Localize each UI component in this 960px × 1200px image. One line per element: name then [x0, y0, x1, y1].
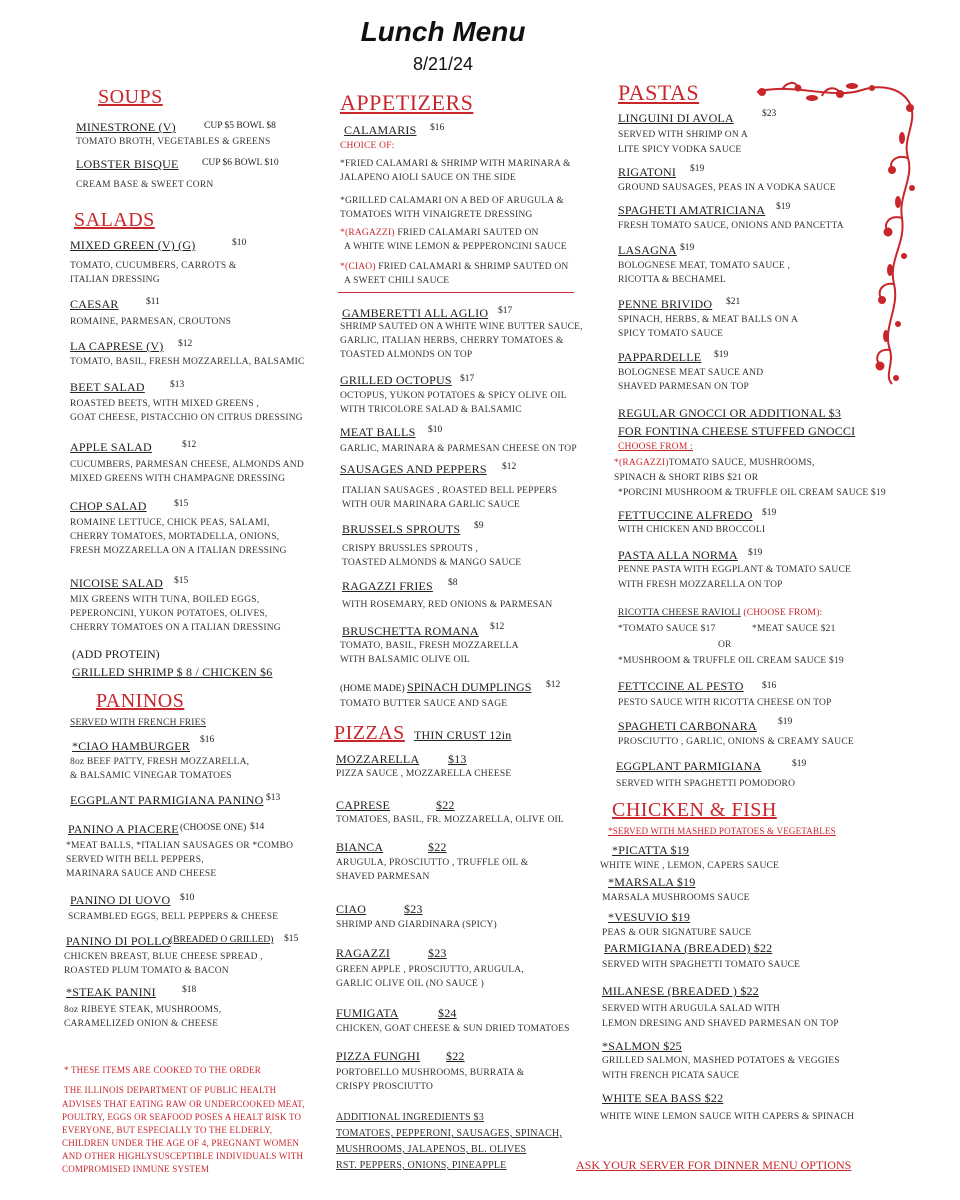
- milanese-name: MILANESE (BREADED ) $22: [602, 984, 759, 998]
- lasagna-price: $19: [680, 243, 695, 253]
- minestrone-desc: TOMATO BROTH, VEGETABLES & GREENS: [76, 137, 271, 147]
- nicoise-d2: PEPERONCINI, YUKON POTATOES, OLIVES,: [70, 609, 268, 619]
- calamaris-price: $16: [430, 123, 445, 133]
- amatriciana-name: SPAGHETI AMATRICIANA: [618, 203, 766, 217]
- hamburger-name: *CIAO HAMBURGER: [72, 739, 191, 753]
- alfredo-d1: WITH CHICKEN AND BROCCOLI: [618, 525, 766, 535]
- uovo-price: $10: [180, 893, 195, 903]
- octopus-d1: OCTOPUS, YUKON POTATOES & SPICY OLIVE OIL: [340, 391, 567, 401]
- fumigata-price: $24: [438, 1006, 457, 1020]
- apple-d1: CUCUMBERS, PARMESAN CHEESE, ALMONDS AND: [70, 460, 304, 470]
- add-protein-label: (ADD PROTEIN): [72, 647, 160, 661]
- pollo-d2: ROASTED PLUM TOMATO & BACON: [64, 966, 229, 976]
- calamaris-choice: CHOICE OF:: [340, 141, 395, 151]
- linguini-d1: SERVED WITH SHRIMP ON A: [618, 130, 748, 140]
- calamaris-opt1b: JALAPENO AIOLI SAUCE ON THE SIDE: [340, 173, 516, 183]
- pizzas-heading: PIZZAS: [334, 722, 405, 744]
- paninos-served: SERVED WITH FRENCH FRIES: [70, 718, 207, 728]
- pollo-price: $15: [284, 934, 299, 944]
- ciao-pizza-name: CIAO: [336, 902, 367, 916]
- milanese-d2: LEMON DRESING AND SHAVED PARMESAN ON TOP: [602, 1019, 839, 1029]
- pesto-d1: PESTO SAUCE WITH RICOTTA CHEESE ON TOP: [618, 698, 832, 708]
- additional-list-2: MUSHROOMS, JALAPENOS, BL. OLIVES: [336, 1144, 527, 1155]
- dumplings-price: $12: [546, 680, 561, 690]
- health-notice-5: CHILDREN UNDER THE AGE OF 4, PREGNANT WOMEN: [62, 1138, 300, 1148]
- additional-ingredients: ADDITIONAL INGREDIENTS $3: [336, 1112, 484, 1123]
- pesto-name: FETTCCINE AL PESTO: [618, 679, 744, 693]
- appetizers-divider: [338, 292, 574, 293]
- brussels-d1: CRISPY BRUSSLES SPROUTS ,: [342, 544, 479, 554]
- funghi-d2: CRISPY PROSCIUTTO: [336, 1082, 434, 1092]
- ravioli-meat: *MEAT SAUCE $21: [752, 624, 836, 634]
- menu-date: 8/21/24: [412, 54, 474, 74]
- floral-vine-icon: [752, 78, 922, 388]
- norma-d1: PENNE PASTA WITH EGGPLANT & TOMATO SAUCE: [618, 565, 851, 575]
- eggplant-panino-price: $13: [266, 793, 281, 803]
- caprese-salad-name: LA CAPRESE (V): [70, 339, 164, 353]
- piacere-price: $14: [250, 822, 265, 832]
- amatriciana-price: $19: [776, 202, 791, 212]
- gamberetti-d2: GARLIC, ITALIAN HERBS, CHERRY TOMATOES &: [340, 336, 564, 346]
- calamaris-opt4a: FRIED CALAMARI & SHRIMP SAUTED ON: [375, 262, 569, 272]
- marsala-name: *MARSALA $19: [608, 875, 696, 889]
- apple-name: APPLE SALAD: [70, 440, 152, 454]
- sausages-d2: WITH OUR MARINARA GARLIC SAUCE: [342, 500, 521, 510]
- brussels-name: BRUSSELS SPROUTS: [342, 522, 461, 536]
- seabass-d1: WHITE WINE LEMON SAUCE WITH CAPERS & SPINACH: [600, 1112, 855, 1122]
- piacere-d2: SERVED WITH BELL PEPPERS,: [66, 855, 204, 865]
- penne-d1: SPINACH, HERBS, & MEAT BALLS ON A: [618, 315, 799, 325]
- mixed-d1: TOMATO, CUCUMBERS, CARROTS &: [70, 261, 237, 271]
- ciao-pizza-d1: SHRIMP AND GIARDINARA (SPICY): [336, 920, 497, 930]
- hamburger-price: $16: [200, 735, 215, 745]
- eggplant-pasta-price: $19: [792, 759, 807, 769]
- caprese-pizza-price: $22: [436, 798, 455, 812]
- piacere-option: (CHOOSE ONE): [180, 823, 247, 833]
- calamaris-opt1a: *FRIED CALAMARI & SHRIMP WITH MARINARA &: [340, 159, 571, 169]
- penne-name: PENNE BRIVIDO: [618, 297, 713, 311]
- pesto-price: $16: [762, 681, 777, 691]
- salmon-d2: WITH FRENCH PICATA SAUCE: [602, 1071, 740, 1081]
- cooked-to-order-note: * THESE ITEMS ARE COOKED TO THE ORDER: [64, 1065, 261, 1075]
- calamaris-opt3a: FRIED CALAMARI SAUTED ON: [394, 228, 539, 238]
- meatballs-d1: GARLIC, MARINARA & PARMESAN CHEESE ON TOP: [340, 444, 577, 454]
- ragazzi-pizza-name: RAGAZZI: [336, 946, 391, 960]
- piacere-d1: *MEAT BALLS, *ITALIAN SAUSAGES OR *COMBO: [66, 841, 294, 851]
- health-notice-6: AND OTHER HIGHLYSUSCEPTIBLE INDIVIDUALS WITH: [62, 1151, 304, 1161]
- bianca-name: BIANCA: [336, 840, 384, 854]
- bianca-d1: ARUGULA, PROSCIUTTO , TRUFFLE OIL &: [336, 858, 529, 868]
- octopus-d2: WITH TRICOLORE SALAD & BALSAMIC: [340, 405, 522, 415]
- calamaris-opt2a: *GRILLED CALAMARI ON A BED OF ARUGULA &: [340, 196, 564, 206]
- alfredo-name: FETTUCCINE ALFREDO: [618, 508, 753, 522]
- ciao-tag: *(CIAO): [340, 262, 376, 272]
- health-notice-2: ADVISES THAT EATING RAW OR UNDERCOOKED MEAT,: [62, 1099, 305, 1109]
- chop-price: $15: [174, 499, 189, 509]
- chop-d2: CHERRY TOMATOES, MORTADELLA, ONIONS,: [70, 532, 280, 542]
- bruschetta-d1: TOMATO, BASIL, FRESH MOZZARELLA: [340, 641, 519, 651]
- octopus-price: $17: [460, 374, 475, 384]
- bruschetta-name: BRUSCHETTA ROMANA: [342, 624, 479, 638]
- caesar-name: CAESAR: [70, 297, 119, 311]
- soups-heading: SOUPS: [98, 86, 163, 108]
- pappardelle-d1: BOLOGNESE MEAT SAUCE AND: [618, 368, 764, 378]
- picatta-name: *PICATTA $19: [612, 843, 690, 857]
- chop-name: CHOP SALAD: [70, 499, 147, 513]
- eggplant-pasta-name: EGGPLANT PARMIGIANA: [616, 759, 762, 773]
- mozzarella-d1: PIZZA SAUCE , MOZZARELLA CHEESE: [336, 769, 512, 779]
- bisque-name: LOBSTER BISQUE: [76, 157, 179, 171]
- alfredo-price: $19: [762, 508, 777, 518]
- bruschetta-price: $12: [490, 622, 505, 632]
- menu-title: Lunch Menu: [360, 16, 526, 47]
- ravioli-name: RICOTTA CHEESE RAVIOLI: [618, 608, 741, 618]
- penne-d2: SPICY TOMATO SAUCE: [618, 329, 724, 339]
- gnocci-opt1: TOMATO SAUCE, MUSHROOMS,: [668, 458, 815, 468]
- gnocci-choose: CHOOSE FROM :: [618, 442, 693, 452]
- lasagna-name: LASAGNA: [618, 243, 677, 257]
- linguini-name: LINGUINI DI AVOLA: [618, 111, 734, 125]
- lasagna-d2: RICOTTA & BECHAMEL: [618, 275, 726, 285]
- gamberetti-d1: SHRIMP SAUTED ON A WHITE WINE BUTTER SAUCE,: [340, 322, 583, 332]
- caesar-price: $11: [146, 297, 160, 307]
- penne-price: $21: [726, 297, 741, 307]
- vesuvio-d1: PEAS & OUR SIGNATURE SAUCE: [602, 928, 752, 938]
- calamaris-opt4b: A SWEET CHILI SAUCE: [344, 276, 450, 286]
- carbonara-name: SPAGHETI CARBONARA: [618, 719, 757, 733]
- ragazzi-tag: *(RAGAZZI): [340, 228, 395, 238]
- gamberetti-name: GAMBERETTI ALL AGLIO: [342, 306, 489, 320]
- nicoise-price: $15: [174, 576, 189, 586]
- steak-name: *STEAK PANINI: [66, 985, 156, 999]
- chop-d1: ROMAINE LETTUCE, CHICK PEAS, SALAMI,: [70, 518, 270, 528]
- carbonara-d1: PROSCIUTTO , GARLIC, ONIONS & CREAMY SAUCE: [618, 737, 854, 747]
- caprese-salad-d1: TOMATO, BASIL, FRESH MOZZARELLA, BALSAMIC: [70, 357, 305, 367]
- gamberetti-d3: TOASTED ALMONDS ON TOP: [340, 350, 473, 360]
- eggplant-pasta-d1: SERVED WITH SPAGHETTI POMODORO: [616, 779, 796, 789]
- bisque-desc: CREAM BASE & SWEET CORN: [76, 180, 214, 190]
- nicoise-name: NICOISE SALAD: [70, 576, 163, 590]
- picatta-d1: WHITE WINE , LEMON, CAPERS SAUCE: [600, 861, 780, 871]
- gnocci-line1: REGULAR GNOCCI OR ADDITIONAL $3: [618, 406, 842, 420]
- pappardelle-d2: SHAVED PARMESAN ON TOP: [618, 382, 750, 392]
- pollo-name: PANINO DI POLLO: [66, 934, 171, 948]
- paninos-heading: PANINOS: [96, 690, 185, 712]
- fries-name: RAGAZZI FRIES: [342, 579, 433, 593]
- pollo-option: (BREADED O GRILLED): [170, 935, 274, 945]
- chicken-served: *SERVED WITH MASHED POTATOES & VEGETABLES: [608, 826, 836, 836]
- amatriciana-d1: FRESH TOMATO SAUCE, ONIONS AND PANCETTA: [618, 221, 844, 231]
- calamaris-opt2b: TOMATOES WITH VINAIGRETE DRESSING: [340, 210, 533, 220]
- ravioli-tomato: *TOMATO SAUCE $17: [618, 624, 716, 634]
- ravioli-choose: (CHOOSE FROM):: [740, 608, 823, 618]
- bruschetta-d2: WITH BALSAMIC OLIVE OIL: [340, 655, 470, 665]
- mixed-name: MIXED GREEN (V) (G): [70, 238, 196, 252]
- milanese-d1: SERVED WITH ARUGULA SALAD WITH: [602, 1004, 780, 1014]
- steak-price: $18: [182, 985, 197, 995]
- ciao-pizza-price: $23: [404, 902, 423, 916]
- salads-heading: SALADS: [74, 209, 155, 231]
- brussels-price: $9: [474, 521, 484, 531]
- health-notice-3: POULTRY, EGGS OR SEAFOOD POSES A HEALT RISK TO: [62, 1112, 302, 1122]
- chicken-fish-heading: CHICKEN & FISH: [612, 799, 777, 821]
- mozzarella-price: $13: [448, 752, 467, 766]
- seabass-name: WHITE SEA BASS $22: [602, 1091, 724, 1105]
- bianca-d2: SHAVED PARMESAN: [336, 872, 430, 882]
- piacere-d3: MARINARA SAUCE AND CHEESE: [66, 869, 217, 879]
- parmigiana-name: PARMIGIANA (BREADED) $22: [604, 941, 773, 955]
- apple-price: $12: [182, 440, 197, 450]
- octopus-name: GRILLED OCTOPUS: [340, 373, 452, 387]
- sausages-name: SAUSAGES AND PEPPERS: [340, 462, 487, 476]
- eggplant-panino-name: EGGPLANT PARMIGIANA PANINO: [70, 793, 264, 807]
- ragazzi-pizza-d1: GREEN APPLE , PROSCIUTTO, ARUGULA,: [336, 965, 524, 975]
- pappardelle-name: PAPPARDELLE: [618, 350, 702, 364]
- linguini-d2: LITE SPICY VODKA SAUCE: [618, 145, 742, 155]
- caprese-pizza-d1: TOMATOES, BASIL, FR. MOZZARELLA, OLIVE OIL: [336, 815, 564, 825]
- dumplings-prefix: (HOME MADE): [340, 684, 408, 694]
- beet-d2: GOAT CHEESE, PISTACCHIO ON CITRUS DRESSING: [70, 413, 303, 423]
- carbonara-price: $19: [778, 717, 793, 727]
- funghi-price: $22: [446, 1049, 465, 1063]
- gnocci-opt3: *PORCINI MUSHROOM & TRUFFLE OIL CREAM SAUCE $19: [618, 488, 886, 498]
- sausages-price: $12: [502, 462, 517, 472]
- beet-name: BEET SALAD: [70, 380, 145, 394]
- rigatoni-d1: GROUND SAUSAGES, PEAS IN A VODKA SAUCE: [618, 183, 836, 193]
- dinner-menu-note: ASK YOUR SERVER FOR DINNER MENU OPTIONS: [576, 1158, 852, 1172]
- fumigata-d1: CHICKEN, GOAT CHEESE & SUN DRIED TOMATOES: [336, 1024, 570, 1034]
- fries-price: $8: [448, 578, 458, 588]
- dumplings-name: SPINACH DUMPLINGS: [407, 680, 532, 694]
- mixed-d2: ITALIAN DRESSING: [70, 275, 160, 285]
- gnocci-line2: FOR FONTINA CHEESE STUFFED GNOCCI: [618, 424, 856, 438]
- ravioli-or: OR: [718, 640, 732, 650]
- bisque-price: CUP $6 BOWL $10: [202, 158, 279, 168]
- fumigata-name: FUMIGATA: [336, 1006, 399, 1020]
- marsala-d1: MARSALA MUSHROOMS SAUCE: [602, 893, 750, 903]
- piacere-name: PANINO A PIACERE: [68, 822, 179, 836]
- minestrone-name: MINESTRONE (V): [76, 120, 176, 134]
- pizzas-crust: THIN CRUST 12in: [414, 728, 512, 742]
- nicoise-d1: MIX GREENS WITH TUNA, BOILED EGGS,: [70, 595, 260, 605]
- minestrone-price: CUP $5 BOWL $8: [204, 121, 276, 131]
- meatballs-price: $10: [428, 425, 443, 435]
- add-protein-options: GRILLED SHRIMP $ 8 / CHICKEN $6: [72, 665, 273, 679]
- sausages-d1: ITALIAN SAUSAGES , ROASTED BELL PEPPERS: [342, 486, 558, 496]
- ragazzi-pizza-price: $23: [428, 946, 447, 960]
- mixed-price: $10: [232, 238, 247, 248]
- mozzarella-name: MOZZARELLA: [336, 752, 420, 766]
- pappardelle-price: $19: [714, 350, 729, 360]
- health-notice-7: COMPROMISED INMUNE SYSTEM: [62, 1164, 210, 1174]
- bianca-price: $22: [428, 840, 447, 854]
- dumplings-d1: TOMATO BUTTER SAUCE AND SAGE: [340, 699, 508, 709]
- appetizers-heading: APPETIZERS: [340, 90, 474, 115]
- ragazzi-pizza-d2: GARLIC OLIVE OIL (NO SAUCE ): [336, 979, 484, 989]
- rigatoni-name: RIGATONI: [618, 165, 677, 179]
- ravioli-mushroom: *MUSHROOM & TRUFFLE OIL CREAM SAUCE $19: [618, 656, 844, 666]
- caesar-d1: ROMAINE, PARMESAN, CROUTONS: [70, 317, 232, 327]
- fries-d1: WITH ROSEMARY, RED ONIONS & PARMESAN: [342, 600, 553, 610]
- funghi-d1: PORTOBELLO MUSHROOMS, BURRATA &: [336, 1068, 525, 1078]
- salmon-name: *SALMON $25: [602, 1039, 682, 1053]
- beet-price: $13: [170, 380, 185, 390]
- beet-d1: ROASTED BEETS, WITH MIXED GREENS ,: [70, 399, 259, 409]
- norma-price: $19: [748, 548, 763, 558]
- chop-d3: FRESH MOZZARELLA ON A ITALIAN DRESSING: [70, 546, 287, 556]
- uovo-d1: SCRAMBLED EGGS, BELL PEPPERS & CHEESE: [68, 912, 279, 922]
- nicoise-d3: CHERRY TOMATOES ON A ITALIAN DRESSING: [70, 623, 281, 633]
- caprese-pizza-name: CAPRESE: [336, 798, 391, 812]
- rigatoni-price: $19: [690, 164, 705, 174]
- funghi-name: PIZZA FUNGHI: [336, 1049, 421, 1063]
- gnocci-ragazzi-tag: *(RAGAZZI): [614, 458, 669, 468]
- additional-list-3: RST. PEPPERS, ONIONS, PINEAPPLE: [336, 1160, 507, 1171]
- vesuvio-name: *VESUVIO $19: [608, 910, 691, 924]
- steak-d1: 8oz RIBEYE STEAK, MUSHROOMS,: [64, 1005, 222, 1015]
- hamburger-d1: 8oz BEEF PATTY, FRESH MOZZARELLA,: [70, 757, 250, 767]
- calamaris-opt3b: A WHITE WINE LEMON & PEPPERONCINI SAUCE: [344, 242, 567, 252]
- calamaris-name: CALAMARIS: [344, 123, 417, 137]
- lasagna-d1: BOLOGNESE MEAT, TOMATO SAUCE ,: [618, 261, 791, 271]
- pollo-d1: CHICKEN BREAST, BLUE CHEESE SPREAD ,: [64, 952, 263, 962]
- apple-d2: MIXED GREENS WITH CHAMPAGNE DRESSING: [70, 474, 286, 484]
- uovo-name: PANINO DI UOVO: [70, 893, 171, 907]
- additional-list-1: TOMATOES, PEPPERONI, SAUSAGES, SPINACH,: [336, 1128, 563, 1139]
- health-notice-4: EVERYONE, BUT ESPECIALLY TO THE ELDERLY,: [62, 1125, 273, 1135]
- linguini-price: $23: [762, 109, 777, 119]
- brussels-d2: TOASTED ALMONDS & MANGO SAUCE: [342, 558, 522, 568]
- salmon-d1: GRILLED SALMON, MASHED POTATOES & VEGGIES: [602, 1056, 840, 1066]
- pastas-heading: PASTAS: [618, 80, 700, 105]
- gamberetti-price: $17: [498, 306, 513, 316]
- norma-name: PASTA ALLA NORMA: [618, 548, 738, 562]
- health-notice-1: THE ILLINOIS DEPARTMENT OF PUBLIC HEALTH: [64, 1085, 277, 1095]
- meatballs-name: MEAT BALLS: [340, 425, 416, 439]
- hamburger-d2: & BALSAMIC VINEGAR TOMATOES: [70, 771, 232, 781]
- norma-d2: WITH FRESH MOZZARELLA ON TOP: [618, 580, 783, 590]
- caprese-salad-price: $12: [178, 339, 193, 349]
- gnocci-opt2: SPINACH & SHORT RIBS $21 OR: [614, 473, 759, 483]
- parmigiana-d1: SERVED WITH SPAGHETTI TOMATO SAUCE: [602, 960, 801, 970]
- steak-d2: CARAMELIZED ONION & CHEESE: [64, 1019, 219, 1029]
